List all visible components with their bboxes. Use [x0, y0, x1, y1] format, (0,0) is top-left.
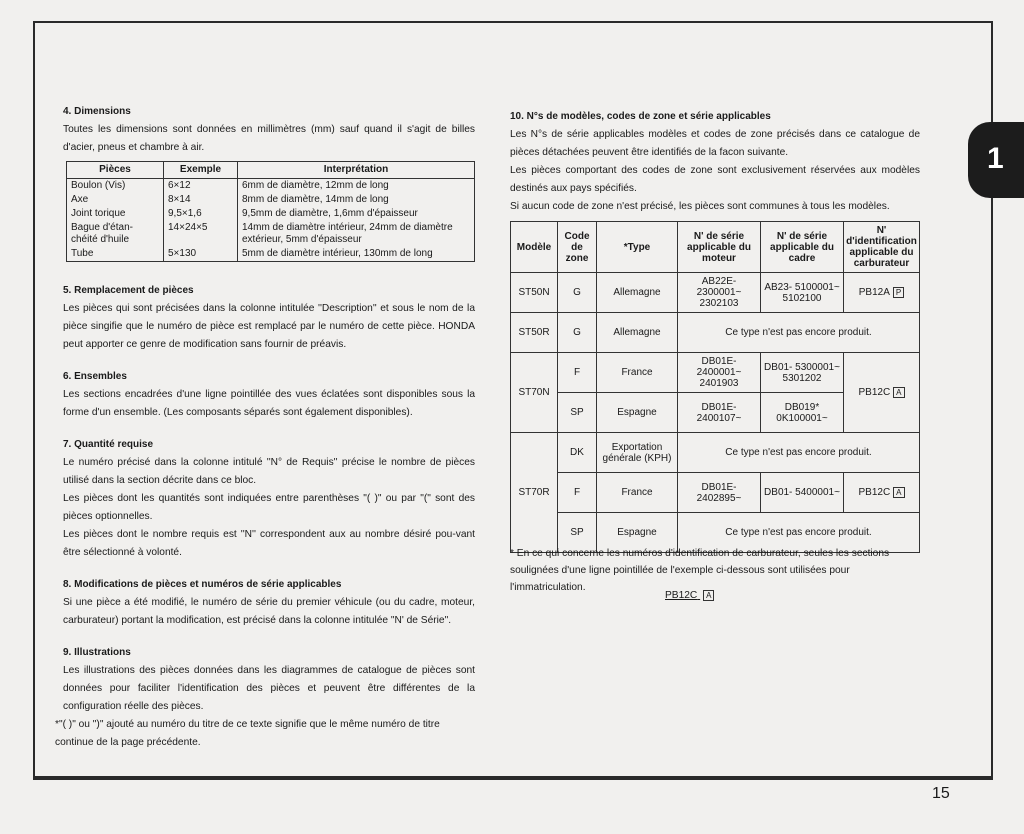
- models-header-modele: Modèle: [511, 222, 558, 273]
- dim-cell: 8×14: [164, 193, 238, 207]
- code-cell: SP: [558, 513, 597, 553]
- table-row: [511, 273, 920, 313]
- engine-cell: DB01E- 2400001~ 2401903: [678, 353, 761, 393]
- table-row: [67, 207, 475, 221]
- models-header-code: Code de zone: [558, 222, 597, 273]
- sec7-text-3: Les pièces dont le nombre requis est ''N'' correspondent aux au nombre désiré pou-vant être sélectionné à volonté.: [63, 529, 475, 558]
- dim-header-exemple: Exemple: [164, 162, 238, 179]
- frame-cell: DB01- 5400001~: [761, 473, 844, 513]
- type-cell: France: [597, 353, 678, 393]
- table-row: [67, 247, 475, 262]
- sec7-title: 7. Quantité requise: [63, 439, 154, 450]
- dim-cell: 9,5×1,6: [164, 207, 238, 221]
- type-cell: Allemagne: [597, 313, 678, 353]
- carb-footnote-text: * En ce qui concerne les numéros d'identification de carburateur, seules les sections soulignées d'une ligne pointillée de l'exemple ci-dessous sont utilisées pour l'immatriculation.: [510, 548, 890, 593]
- table-row: [511, 353, 920, 393]
- dim-cell: 14mm de diamètre intérieur, 24mm de diamètre extérieur, 5mm d'épaisseur: [238, 221, 475, 247]
- frame-cell: DB01- 5300001~ 5301202: [761, 353, 844, 393]
- models-header-engine: N' de série applicable du moteur: [678, 222, 761, 273]
- table-row: [67, 221, 475, 247]
- dim-cell: 5mm de diamètre intérieur, 130mm de long: [238, 247, 475, 262]
- type-cell: Espagne: [597, 393, 678, 433]
- page-number: 15: [932, 785, 950, 802]
- carb-example: [665, 590, 714, 601]
- left-note: [55, 716, 475, 752]
- code-cell: G: [558, 313, 597, 353]
- table-row: [511, 433, 920, 473]
- table-row: [511, 313, 920, 353]
- carb-code: PB12C: [858, 487, 891, 498]
- dim-cell: 14×24×5: [164, 221, 238, 247]
- sec6-title: 6. Ensembles: [63, 371, 127, 382]
- carb-cell: [844, 273, 920, 313]
- models-table: [510, 221, 920, 553]
- dim-cell: 9,5mm de diamètre, 1,6mm d'épaisseur: [238, 207, 475, 221]
- engine-cell: DB01E- 2402895~: [678, 473, 761, 513]
- model-cell: ST70R: [511, 473, 558, 513]
- model-cell: ST50N: [511, 273, 558, 313]
- table-row: [511, 473, 920, 513]
- type-cell: France: [597, 473, 678, 513]
- code-cell: G: [558, 273, 597, 313]
- dim-cell: Boulon (Vis): [67, 179, 164, 194]
- engine-cell: DB01E- 2400107~: [678, 393, 761, 433]
- frame-cell: DB019* 0K100001~: [761, 393, 844, 433]
- dim-cell: Axe: [67, 193, 164, 207]
- dim-cell: Tube: [67, 247, 164, 262]
- code-cell: DK: [558, 433, 597, 473]
- sec8-title: 8. Modifications de pièces et numéros de série applicables: [63, 579, 342, 590]
- sec4-text: Toutes les dimensions sont données en millimètres (mm) sauf quand il s'agit de billes d'acier, pneus et chambre à air.: [63, 124, 475, 153]
- carb-cell: [844, 353, 920, 433]
- model-cell: ST70N: [511, 353, 558, 433]
- sec4-title: 4. Dimensions: [63, 106, 131, 117]
- sec9-title: 9. Illustrations: [63, 647, 131, 658]
- sec5-title: 5. Remplacement de pièces: [63, 285, 194, 296]
- models-header-type: *Type: [597, 222, 678, 273]
- models-header-frame: N' de série applicable du cadre: [761, 222, 844, 273]
- model-cell: ST50R: [511, 313, 558, 353]
- right-column: [510, 108, 920, 553]
- type-cell: Exportation générale (KPH): [597, 433, 678, 473]
- dim-header-pieces: Pièces: [67, 162, 164, 179]
- carb-example-code: PB12C: [665, 590, 698, 601]
- dim-header-interpretation: Interprétation: [238, 162, 475, 179]
- dim-cell: 8mm de diamètre, 14mm de long: [238, 193, 475, 207]
- dimensions-table: [66, 161, 475, 262]
- dim-cell: Bague d'étan-chéité d'huile: [67, 221, 164, 247]
- sec10-title: 10. N°s de modèles, codes de zone et série applicables: [510, 111, 771, 122]
- carb-footnote: [510, 545, 922, 596]
- carb-cell: [844, 473, 920, 513]
- dim-cell: Joint torique: [67, 207, 164, 221]
- sec6-text: Les sections encadrées d'une ligne pointillée des vues éclatées sont disponibles sous la forme d'un ensemble. (Les composants séparés sont également disponibles).: [63, 389, 475, 418]
- carb-code: PB12A: [858, 287, 890, 298]
- sec5-text: Les pièces qui sont précisées dans la colonne intitulée ''Description'' et sous le nom de la pièce singifie que le numéro de pièce est remplacé par le numéro de cette pièce. HONDA peut apporter ce genre de modification sans fournir de préavis.: [63, 303, 475, 350]
- dim-cell: 6×12: [164, 179, 238, 194]
- engine-cell: AB22E- 2300001~ 2302103: [678, 273, 761, 313]
- not-produced-cell: Ce type n'est pas encore produit.: [678, 313, 920, 353]
- section-tab: [968, 122, 1024, 198]
- carb-mark-badge: P: [893, 287, 904, 298]
- sec7-text-2: Les pièces dont les quantités sont indiquées entre parenthèses "( )" ou par "(" sont des pièces optionnelles.: [63, 493, 475, 522]
- carb-mark-badge: A: [893, 487, 904, 498]
- sec7-text-1: Le numéro précisé dans la colonne intitulé ''N° de Requis'' précise le nombre de pièces utilisé dans la section décrite dans ce bloc.: [63, 457, 475, 486]
- section-tab-number: 1: [987, 142, 1004, 175]
- left-column: [63, 103, 475, 716]
- not-produced-cell: Ce type n'est pas encore produit.: [678, 513, 920, 553]
- code-cell: SP: [558, 393, 597, 433]
- frame-cell: AB23- 5100001~ 5102100: [761, 273, 844, 313]
- sec10-text-3: Si aucun code de zone n'est précisé, les pièces sont communes à tous les modèles.: [510, 201, 890, 212]
- carb-example-mark: A: [703, 590, 714, 601]
- carb-mark-badge: A: [893, 387, 904, 398]
- not-produced-cell: Ce type n'est pas encore produit.: [678, 433, 920, 473]
- left-note-text: *"( )" ou ")" ajouté au numéro du titre de ce texte signifie que le même numéro de titre continue de la page précédente.: [55, 719, 440, 748]
- sec10-text-2: Les pièces comportant des codes de zone sont exclusivement réservées aux modèles destinés aux pays spécifiés.: [510, 165, 920, 194]
- models-header-carb: N' d'identification applicable du carburateur: [844, 222, 920, 273]
- model-cell-empty: [511, 433, 558, 473]
- bottom-rule: [33, 778, 993, 780]
- code-cell: F: [558, 353, 597, 393]
- dim-cell: 5×130: [164, 247, 238, 262]
- table-row: [67, 193, 475, 207]
- carb-code: PB12C: [858, 387, 891, 398]
- type-cell: Allemagne: [597, 273, 678, 313]
- type-cell: Espagne: [597, 513, 678, 553]
- sec9-text: Les illustrations des pièces données dans les diagrammes de catalogue de pièces sont données pour faciliter l'identification des pièces et peuvent être différentes de la configuration réelle des pièces.: [63, 665, 475, 712]
- sec10-text-1: Les N°s de série applicables modèles et codes de zone précisés dans ce catalogue de pièces détachées peuvent être identifiés de la facon suivante.: [510, 129, 920, 158]
- sec8-text: Si une pièce a été modifié, le numéro de série du premier véhicule (ou du cadre, moteur, carburateur) portant la modification, est précisé dans la colonne intitulée "N' de Série".: [63, 597, 475, 626]
- dim-cell: 6mm de diamètre, 12mm de long: [238, 179, 475, 194]
- code-cell: F: [558, 473, 597, 513]
- table-row: [67, 179, 475, 194]
